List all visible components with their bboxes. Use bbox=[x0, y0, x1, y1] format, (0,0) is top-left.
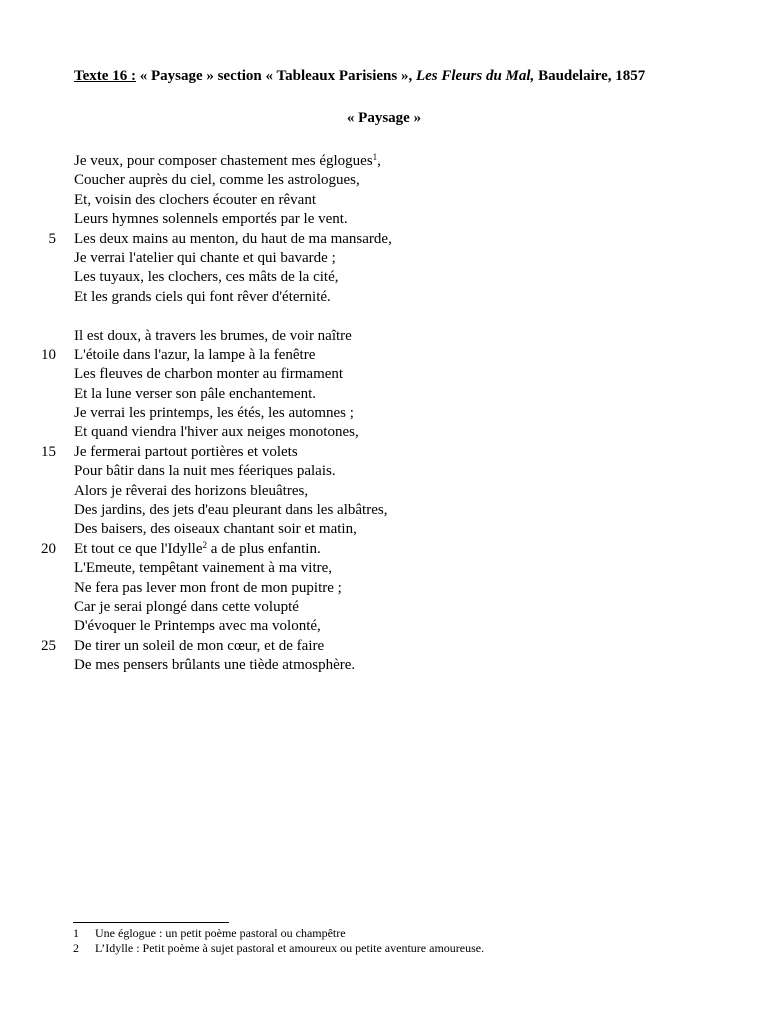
line-main-text: Et, voisin des clochers écouter en rêvant bbox=[74, 191, 316, 208]
footnote bbox=[73, 926, 753, 941]
poem-line bbox=[0, 559, 768, 578]
line-main-text: Des jardins, des jets d'eau pleurant dans les albâtres, bbox=[74, 502, 388, 519]
header-work-title: Les Fleurs du Mal, bbox=[415, 68, 535, 84]
line-main-text: Les tuyaux, les clochers, ces mâts de la cité, bbox=[74, 269, 339, 286]
line-text bbox=[74, 152, 381, 171]
line-text bbox=[74, 520, 357, 539]
footnotes bbox=[73, 926, 753, 956]
footnote-reference: 1 bbox=[372, 152, 378, 162]
poem-line bbox=[0, 365, 768, 384]
stanza bbox=[0, 152, 768, 307]
poem-line bbox=[0, 617, 768, 636]
line-text bbox=[74, 191, 316, 210]
line-text bbox=[74, 268, 339, 287]
line-main-text: Alors je rêverai des horizons bleuâtres, bbox=[74, 482, 309, 499]
line-main-text: Je veux, pour composer chastement mes églogues bbox=[74, 153, 373, 169]
poem-line bbox=[0, 579, 768, 598]
line-trailing-text: a de plus enfantin. bbox=[207, 540, 321, 557]
poem-line bbox=[0, 520, 768, 539]
text-label: Texte 16 : bbox=[74, 68, 136, 84]
footnote-number: 2 bbox=[73, 941, 79, 955]
line-main-text: De tirer un soleil de mon cœur, et de faire bbox=[74, 637, 325, 654]
line-text bbox=[74, 462, 336, 481]
line-text bbox=[74, 385, 316, 404]
line-main-text: Coucher auprès du ciel, comme les astrologues, bbox=[74, 172, 360, 189]
line-text bbox=[74, 540, 321, 559]
poem-line bbox=[0, 385, 768, 404]
line-trailing-text: , bbox=[377, 153, 381, 169]
line-main-text: De mes pensers brûlants une tiède atmosphère. bbox=[74, 657, 356, 674]
line-text bbox=[74, 404, 354, 423]
line-text bbox=[74, 656, 355, 675]
line-main-text: L'Emeute, tempêtant vainement à ma vitre, bbox=[74, 560, 333, 577]
line-main-text: Des baisers, des oiseaux chantant soir et matin, bbox=[74, 521, 357, 538]
footnote bbox=[73, 941, 753, 956]
line-main-text: Il est doux, à travers les brumes, de voir naître bbox=[74, 327, 352, 344]
line-text bbox=[74, 210, 348, 229]
poem-line bbox=[0, 210, 768, 229]
footnote-number: 1 bbox=[73, 926, 79, 940]
poem-line bbox=[0, 346, 768, 365]
line-main-text: Les fleuves de charbon monter au firmament bbox=[74, 366, 344, 383]
line-text bbox=[74, 230, 392, 249]
line-main-text: Pour bâtir dans la nuit mes féeriques palais. bbox=[74, 463, 336, 480]
line-text bbox=[74, 288, 331, 307]
line-text bbox=[74, 171, 360, 190]
line-main-text: Et tout ce que l'Idylle bbox=[74, 540, 203, 557]
poem-line bbox=[0, 268, 768, 287]
line-main-text: D'évoquer le Printemps avec ma volonté, bbox=[74, 618, 321, 635]
line-text bbox=[74, 579, 342, 598]
line-text bbox=[74, 443, 298, 462]
line-number: 20 bbox=[41, 540, 56, 557]
footnote-text: Une églogue : un petit poème pastoral ou champêtre bbox=[95, 926, 346, 940]
line-main-text: Et la lune verser son pâle enchantement. bbox=[74, 385, 316, 402]
poem-line bbox=[0, 288, 768, 307]
header-section: « Paysage » section « Tableaux Parisiens », bbox=[135, 68, 416, 84]
line-number: 15 bbox=[41, 443, 56, 460]
poem-line bbox=[0, 637, 768, 656]
footnote-separator bbox=[73, 922, 229, 923]
line-text bbox=[74, 501, 387, 520]
poem-line bbox=[0, 423, 768, 442]
line-main-text: Ne fera pas lever mon front de mon pupitre ; bbox=[74, 579, 342, 596]
footnote-reference: 2 bbox=[202, 539, 207, 550]
line-text bbox=[74, 327, 352, 346]
line-main-text: Je verrai les printemps, les étés, les automnes ; bbox=[74, 405, 354, 422]
line-text bbox=[74, 423, 359, 442]
poem-line bbox=[0, 598, 768, 617]
line-text bbox=[74, 365, 343, 384]
stanza bbox=[0, 327, 768, 676]
footnote-text: L’Idylle : Petit poème à sujet pastoral et amoureux ou petite aventure amoureuse. bbox=[95, 941, 485, 955]
header-author-date: Baudelaire, 1857 bbox=[534, 68, 646, 84]
line-text bbox=[74, 249, 336, 268]
line-text bbox=[74, 482, 308, 501]
line-number: 5 bbox=[48, 230, 56, 247]
line-text bbox=[74, 346, 315, 365]
poem-line bbox=[0, 482, 768, 501]
poem-line bbox=[0, 230, 768, 249]
poem-line bbox=[0, 191, 768, 210]
line-number: 10 bbox=[41, 346, 56, 363]
line-text bbox=[74, 617, 321, 636]
poem-line bbox=[0, 327, 768, 346]
line-main-text: Car je serai plongé dans cette volupté bbox=[74, 598, 299, 615]
line-main-text: Leurs hymnes solennels emportés par le vent. bbox=[74, 211, 348, 228]
line-text bbox=[74, 559, 332, 578]
poem-title: « Paysage » bbox=[346, 110, 422, 126]
poem-line bbox=[0, 152, 768, 171]
line-main-text: L'étoile dans l'azur, la lampe à la fenêtre bbox=[74, 346, 316, 363]
poem-line bbox=[0, 462, 768, 481]
line-number: 25 bbox=[41, 637, 56, 654]
line-main-text: Les deux mains au menton, du haut de ma mansarde, bbox=[74, 230, 392, 247]
document-header bbox=[74, 68, 754, 85]
line-text bbox=[74, 598, 299, 617]
poem-line bbox=[0, 404, 768, 423]
poem-line bbox=[0, 443, 768, 462]
line-main-text: Et quand viendra l'hiver aux neiges monotones, bbox=[74, 424, 359, 441]
line-main-text: Je fermerai partout portières et volets bbox=[74, 443, 298, 460]
poem-line bbox=[0, 171, 768, 190]
poem-line bbox=[0, 501, 768, 520]
line-text bbox=[74, 637, 324, 656]
line-main-text: Je verrai l'atelier qui chante et qui bavarde ; bbox=[74, 249, 336, 266]
poem-line bbox=[0, 540, 768, 559]
line-main-text: Et les grands ciels qui font rêver d'éternité. bbox=[74, 288, 331, 305]
poem-body bbox=[0, 152, 768, 676]
poem-line bbox=[0, 656, 768, 675]
poem-line bbox=[0, 249, 768, 268]
